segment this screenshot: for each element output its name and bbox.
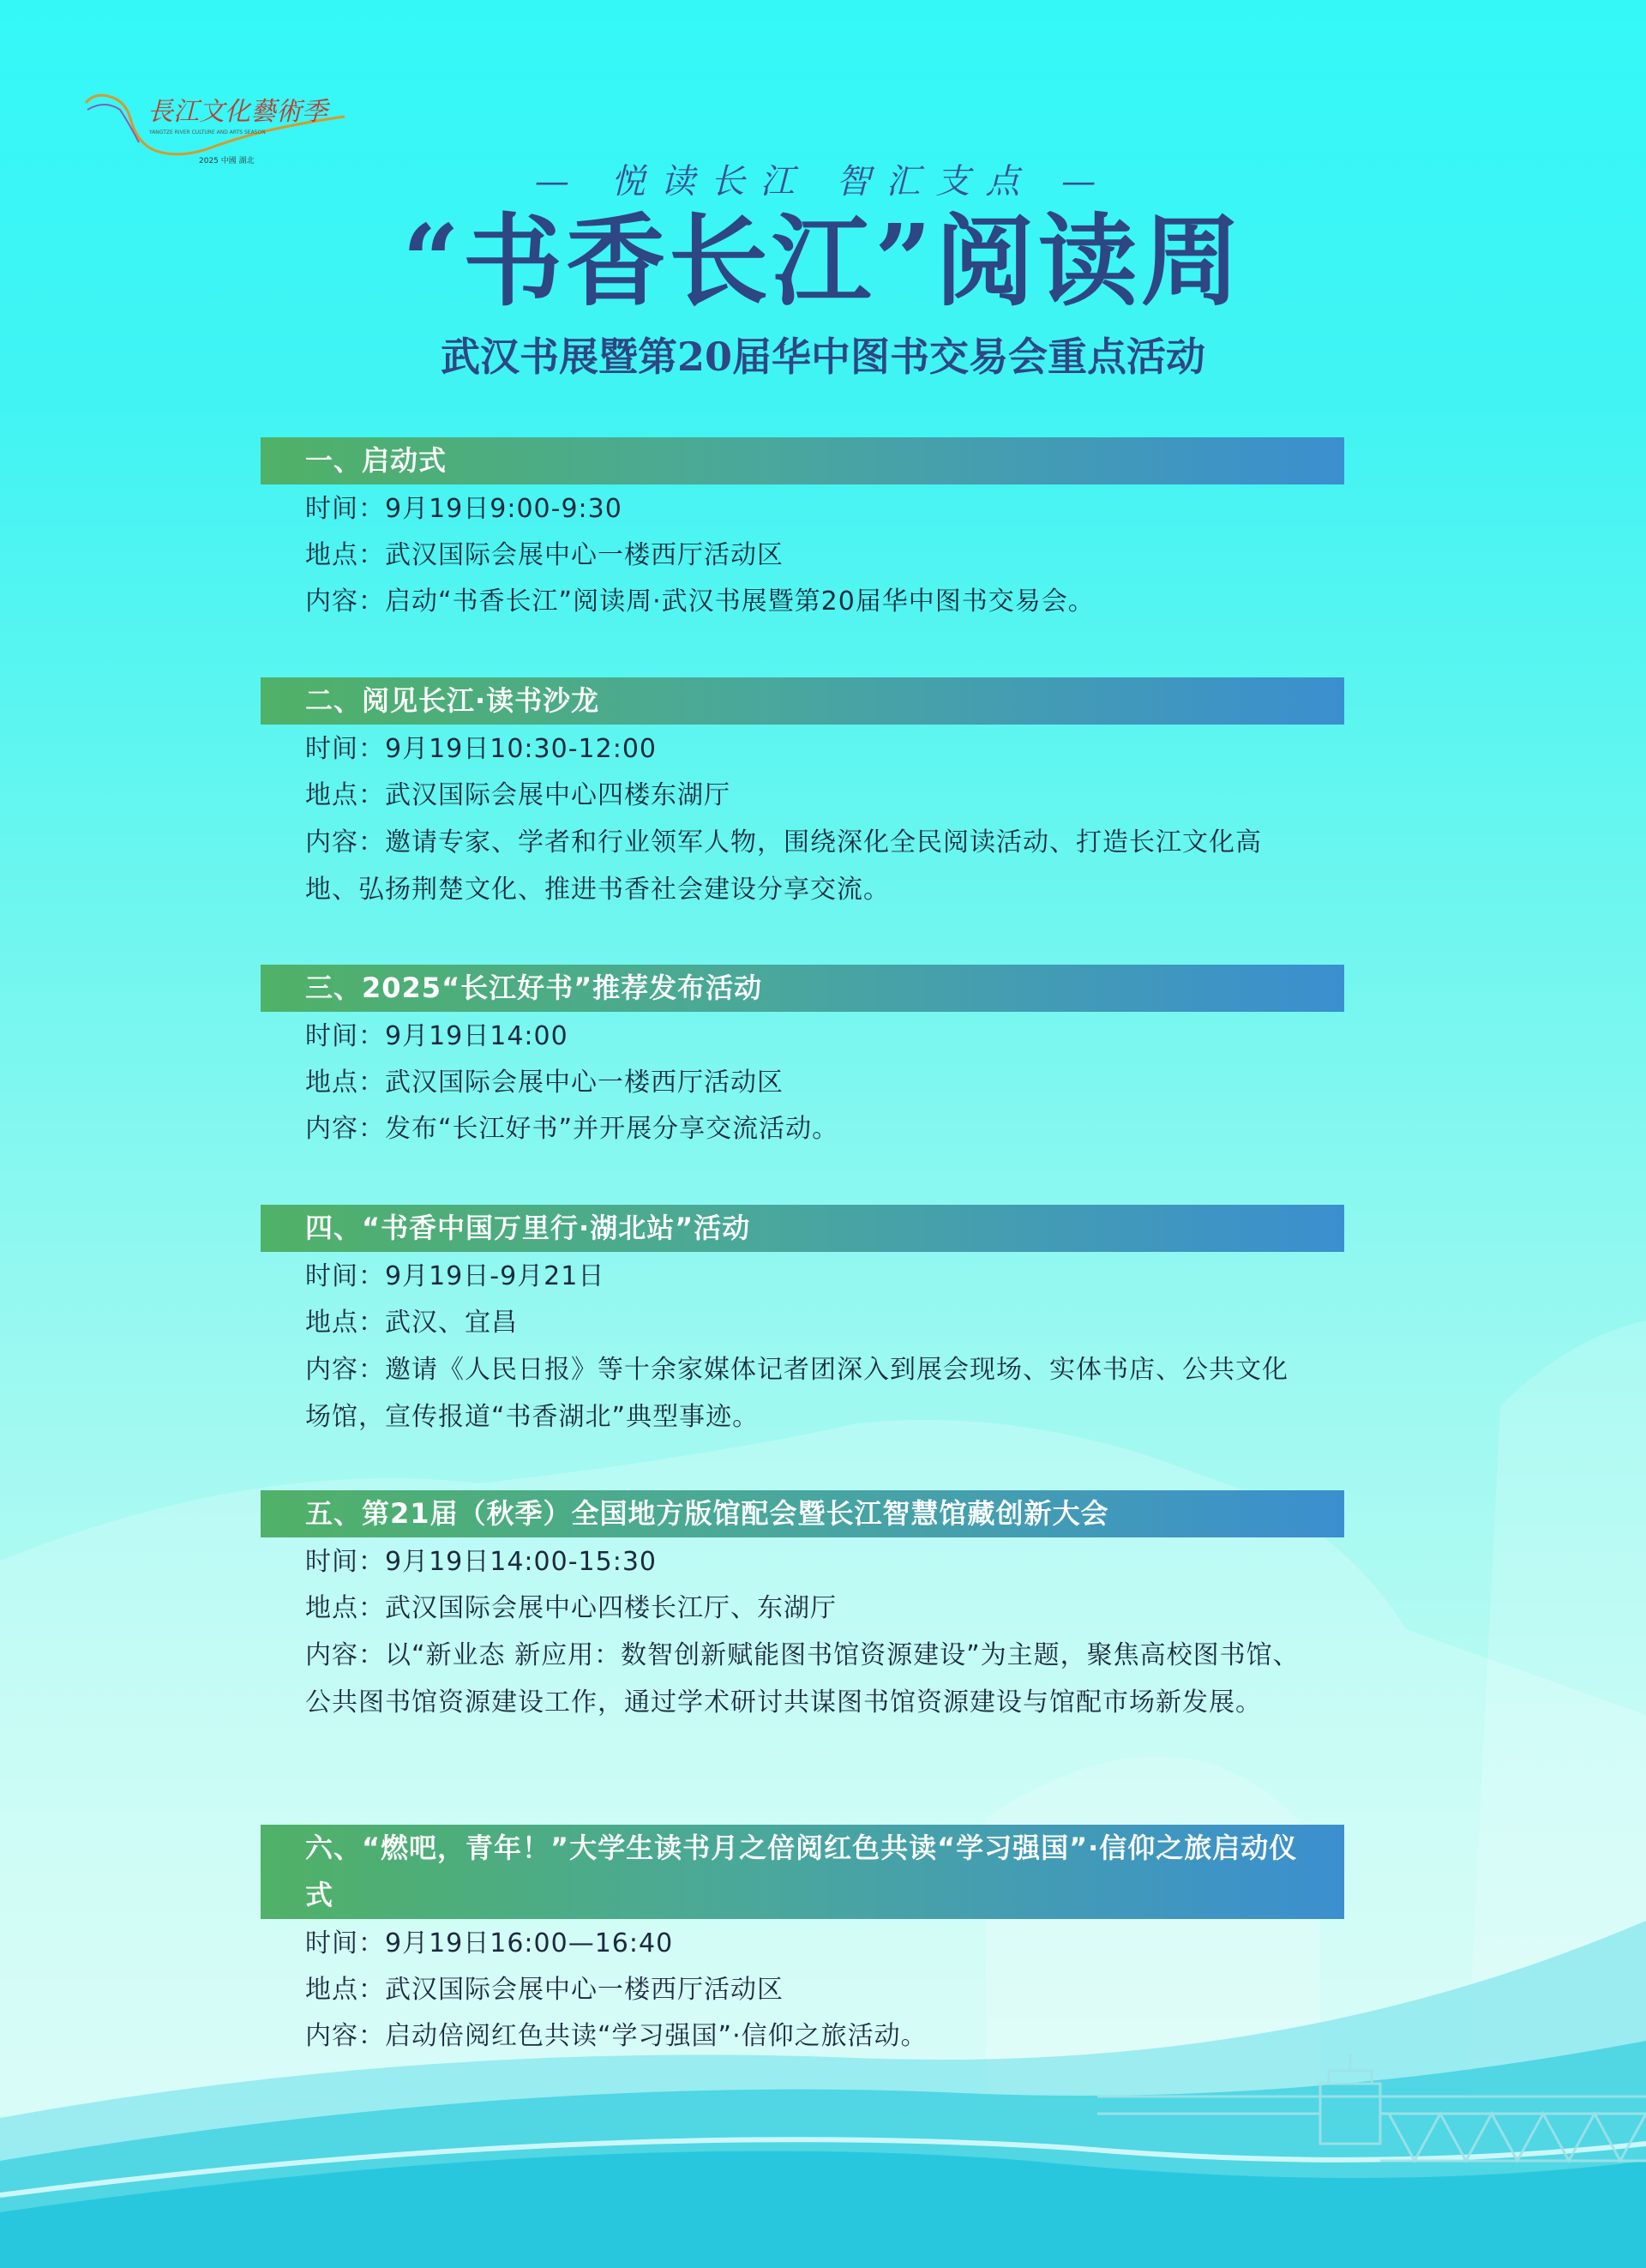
event-content: 内容：邀请专家、学者和行业领军人物，围绕深化全民阅读活动、打造长江文化高地、弘扬荆楚文化、推进书香社会建设分享交流。 xyxy=(305,827,1262,905)
logo-english: YANGTZE RIVER CULTURE AND ARTS SEASON xyxy=(149,129,266,135)
event-section-4 xyxy=(261,1205,1344,1441)
event-place: 地点：武汉国际会展中心一楼西厅活动区 xyxy=(305,1068,784,1098)
event-section-6 xyxy=(261,1825,1344,2060)
section-heading: 一、启动式 xyxy=(261,437,1344,484)
slogan: — 悦读长江 智汇支点 — xyxy=(534,162,1112,202)
page-title: “书香长江”阅读周 xyxy=(402,203,1244,320)
event-section-2 xyxy=(261,677,1344,913)
event-place: 地点：武汉国际会展中心一楼西厅活动区 xyxy=(305,540,784,570)
logo-text: 長江文化藝術季 xyxy=(147,97,327,127)
section-heading: 五、第21届（秋季）全国地方版馆配会暨长江智慧馆藏创新大会 xyxy=(261,1490,1344,1537)
event-time: 时间：9月19日16:00—16:40 xyxy=(305,1928,674,1958)
event-time: 时间：9月19日14:00-15:30 xyxy=(305,1547,657,1577)
section-heading: 六、“燃吧，青年！”大学生读书月之倍阅红色共读“学习强国”·信仰之旅启动仪式 xyxy=(261,1825,1344,1919)
event-content: 内容：发布“长江好书”并开展分享交流活动。 xyxy=(305,1114,839,1144)
section-heading: 三、2025“长江好书”推荐发布活动 xyxy=(261,965,1344,1012)
event-section-5 xyxy=(261,1490,1344,1726)
event-place: 地点：武汉国际会展中心四楼长江厅、东湖厅 xyxy=(305,1593,837,1623)
page-subtitle: 武汉书展暨第20届华中图书交易会重点活动 xyxy=(440,334,1205,380)
event-content: 内容：启动倍阅红色共读“学习强国”·信仰之旅活动。 xyxy=(305,2021,928,2051)
event-place: 地点：武汉国际会展中心四楼东湖厅 xyxy=(305,780,730,810)
event-time: 时间：9月19日14:00 xyxy=(305,1021,568,1051)
event-place: 地点：武汉、宜昌 xyxy=(305,1308,518,1338)
section-heading: 二、阅见长江·读书沙龙 xyxy=(261,677,1344,725)
event-section-3 xyxy=(261,965,1344,1152)
event-content: 内容：邀请《人民日报》等十余家媒体记者团深入到展会现场、实体书店、公共文化场馆，宣传报道“书香湖北”典型事迹。 xyxy=(305,1355,1289,1432)
event-content: 内容：以“新业态 新应用：数智创新赋能图书馆资源建设”为主题，聚焦高校图书馆、公共图书馆资源建设工作，通过学术研讨共谋图书馆资源建设与馆配市场新发展。 xyxy=(305,1640,1300,1718)
section-heading: 四、“书香中国万里行·湖北站”活动 xyxy=(261,1205,1344,1252)
event-place: 地点：武汉国际会展中心一楼西厅活动区 xyxy=(305,1975,784,2005)
event-time: 时间：9月19日9:00-9:30 xyxy=(305,494,622,524)
event-section-1 xyxy=(261,437,1344,625)
event-content: 内容：启动“书香长江”阅读周·武汉书展暨第20届华中图书交易会。 xyxy=(305,587,1095,617)
event-time: 时间：9月19日-9月21日 xyxy=(305,1261,605,1291)
logo-date-place: 2025 中國 湖北 xyxy=(199,157,255,165)
event-time: 时间：9月19日10:30-12:00 xyxy=(305,734,657,764)
